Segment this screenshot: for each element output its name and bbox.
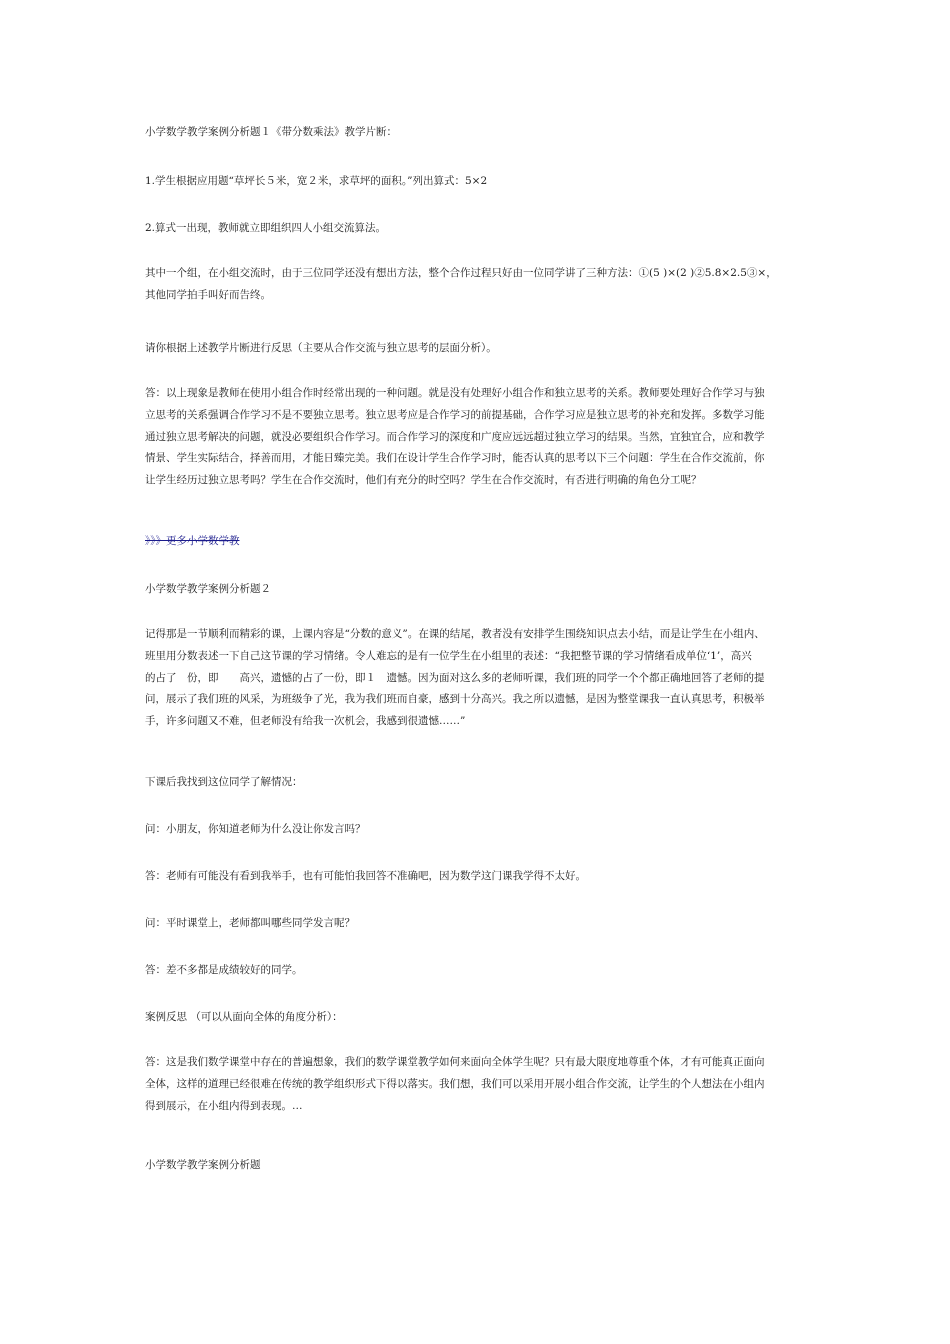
- case2-story-paragraph: [145, 624, 810, 733]
- case2-question-2: 问：平时课堂上，老师都叫哪些同学发言呢？: [145, 917, 355, 929]
- text-line: 全体，这样的道理已经很难在传统的教学组织形式下得以落实。我们想，我们可以采用开展小组合作交流，让学生的个人想法在小组内: [145, 1077, 765, 1090]
- text-line: 答：这是我们数学课堂中存在的普遍想象，我们的数学课堂教学如何来面向全体学生呢？只有最大限度地尊重个体，才有可能真正面向: [145, 1056, 765, 1068]
- more-math-link[interactable]: 》》》更多小学数学教: [145, 535, 240, 547]
- text-line: 答：以上现象是教师在使用小组合作时经常出现的一种问题。就是没有处理好小组合作和独立思考的关系。教师要处理好合作学习与独: [145, 387, 765, 399]
- case1-step1: 1.学生根据应用题“草坪长５米，宽２米，求草坪的面积。”列出算式：5×2: [145, 175, 488, 187]
- case2-question-1: 问：小朋友，你知道老师为什么没让你发言吗？: [145, 823, 366, 835]
- text-line: 的占了 份，即 高兴，遗憾的占了一份，即１ 遗憾。因为面对这么多的老师听课，我们班的同学一个个都正确地回答了老师的提: [145, 671, 765, 684]
- case1-answer-paragraph: [145, 383, 810, 492]
- text-line: 其中一个组，在小组交流时，由于三位同学还没有想出方法，整个合作过程只好由一位同学讲了三种方法：①(5 )×(2 )②5.8×2.5③×，: [145, 267, 777, 279]
- case1-question: 请你根据上述教学片断进行反思（主要从合作交流与独立思考的层面分析）。: [145, 342, 497, 354]
- text-line: 立思考的关系强调合作学习不是不要独立思考。独立思考应是合作学习的前提基础，合作学习应是独立思考的补充和发挥。多数学习能: [145, 408, 765, 421]
- text-line: 记得那是一节顺利而精彩的课，上课内容是“分数的意义”。在课的结尾，教者没有安排学生围绕知识点去小结，而是让学生在小组内、: [145, 628, 765, 640]
- case2-answer-paragraph: [145, 1052, 810, 1117]
- text-line: 班里用分数表述一下自己这节课的学习情绪。令人难忘的是有一位学生在小组里的表述：“我把整节课的学习情绪看成单位‘1’，高兴: [145, 649, 752, 662]
- text-line: 手，许多问题又不难，但老师没有给我一次机会，我感到很遗憾……”: [145, 715, 466, 728]
- case1-title: 小学数学教学案例分析题１《带分数乘法》教学片断：: [145, 126, 397, 138]
- case2-after-class: 下课后我找到这位同学了解情况：: [145, 776, 303, 788]
- text-line: 情景、学生实际结合，择善而用，才能日臻完美。我们在设计学生合作学习时，能否认真的思考以下三个问题：学生在合作交流前，你: [145, 452, 765, 465]
- case2-answer-1: 答：老师有可能没有看到我举手，也有可能怕我回答不准确吧，因为数学这门课我学得不太好。: [145, 870, 586, 882]
- text-line: 问，展示了我们班的风采，为班级争了光，我为我们班而自豪，感到十分高兴。我之所以遗憾，是因为整堂课我一直认真思考，积极举: [145, 693, 765, 706]
- text-line: 得到展示，在小组内得到表现。…: [145, 1099, 303, 1112]
- case2-answer-2: 答：差不多都是成绩较好的同学。: [145, 964, 303, 976]
- more-link-row: [145, 534, 815, 548]
- case1-group-paragraph: [145, 263, 810, 307]
- case2-title: 小学数学教学案例分析题２: [145, 583, 271, 595]
- case2-reflection-heading: 案例反思 （可以从面向全体的角度分析）：: [145, 1011, 343, 1023]
- case3-title: 小学数学教学案例分析题: [145, 1159, 261, 1171]
- text-line: 让学生经历过独立思考吗？学生在合作交流时，他们有充分的时空吗？学生在合作交流时，有否进行明确的角色分工呢？: [145, 474, 702, 487]
- text-line: 通过独立思考解决的问题，就没必要组织合作学习。而合作学习的深度和广度应远远超过独立学习的结果。当然，宜独宜合，应和教学: [145, 430, 765, 443]
- case1-step2: 2.算式一出现，教师就立即组织四人小组交流算法。: [145, 222, 387, 234]
- text-line: 其他同学拍手叫好而告终。: [145, 288, 271, 301]
